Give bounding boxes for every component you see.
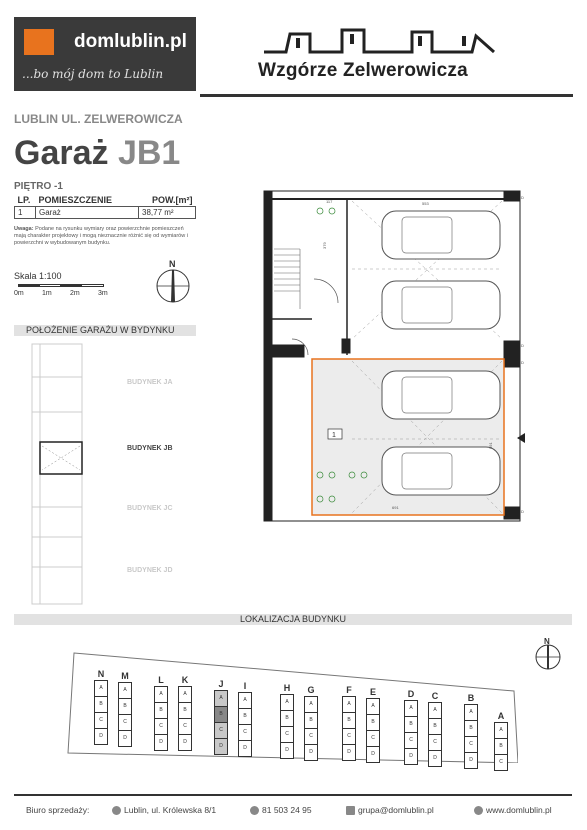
building-jd-label: BUDYNEK JD <box>127 567 173 574</box>
building-block-n <box>94 669 108 745</box>
block-section: D <box>464 752 478 769</box>
note: Uwaga: Podane na rysunku wymiary oraz powierzchnie pomieszczeń mają charakter projektowy i mogą nieznacznie różnić się od wymiarów i powierzchni w wybudowanym budynku. <box>14 226 188 246</box>
block-section: C <box>342 728 356 745</box>
building-section-diagram <box>30 342 90 608</box>
block-section: C <box>366 730 380 747</box>
block-section: B <box>280 710 294 727</box>
building-block-l <box>154 675 168 751</box>
block-section: D <box>154 734 168 751</box>
building-block-a <box>494 711 508 771</box>
svg-text:N: N <box>544 637 550 646</box>
page-title <box>14 134 180 173</box>
block-section: D <box>428 750 442 767</box>
section-position: POŁOŻENIE GARAŻU W BYDYNKU <box>14 325 196 336</box>
email-icon <box>346 806 355 815</box>
svg-text:D: D <box>521 509 524 514</box>
building-ja-label: BUDYNEK JA <box>127 379 173 386</box>
block-section: A <box>214 690 228 707</box>
svg-text:D: D <box>521 360 524 365</box>
block-section: D <box>214 738 228 755</box>
floor-label: PIĘTRO -1 <box>14 181 63 192</box>
block-section: D <box>118 730 132 747</box>
block-section: A <box>304 696 318 713</box>
location-pin-icon <box>112 806 121 815</box>
block-label: C <box>431 691 439 701</box>
logo-tagline: ...bo mój dom to Lublin <box>22 67 164 81</box>
block-section: A <box>154 686 168 703</box>
building-block-i <box>238 681 252 757</box>
title-code: JB1 <box>117 134 181 172</box>
block-section: A <box>404 700 418 717</box>
scale-label: Skala 1:100 <box>14 271 62 281</box>
col-area: POW.[m²] <box>152 195 193 205</box>
building-jc-label: BUDYNEK JC <box>127 505 173 512</box>
block-section: A <box>428 702 442 719</box>
block-section: B <box>178 702 192 719</box>
svg-text:117: 117 <box>326 199 333 204</box>
entrance-arrow-icon <box>516 432 526 444</box>
divider <box>200 94 573 97</box>
block-section: B <box>214 706 228 723</box>
block-label: H <box>283 683 291 693</box>
block-section: B <box>94 696 108 713</box>
block-section: D <box>342 744 356 761</box>
scale-ticks: 0m 1m 2m 3m <box>14 290 108 297</box>
block-label: I <box>243 681 247 691</box>
skyline-logo <box>262 22 502 56</box>
col-room: POMIESZCZENIE <box>38 195 113 205</box>
svg-text:D: D <box>521 195 524 200</box>
svg-text:N: N <box>169 259 176 269</box>
block-section: A <box>464 704 478 721</box>
block-section: C <box>428 734 442 751</box>
block-label: A <box>497 711 505 721</box>
footer-web[interactable]: www.domlublin.pl <box>474 805 552 815</box>
block-section: B <box>304 712 318 729</box>
block-section: A <box>342 696 356 713</box>
building-block-c <box>428 691 442 767</box>
building-block-e <box>366 687 380 763</box>
compass-icon <box>150 258 196 304</box>
block-section: B <box>366 714 380 731</box>
block-section: D <box>404 748 418 765</box>
address: LUBLIN UL. ZELWEROWICZA <box>14 112 183 126</box>
title-prefix: Garaż <box>14 134 109 172</box>
block-label: K <box>181 675 189 685</box>
room-number: 1 <box>332 432 336 439</box>
block-section: C <box>304 728 318 745</box>
rooms-table <box>14 194 196 219</box>
block-label: M <box>121 671 129 681</box>
block-section: D <box>366 746 380 763</box>
block-label: D <box>407 689 415 699</box>
footer-phone[interactable]: 81 503 24 95 <box>250 805 312 815</box>
table-row: 1 Garaż 38,77 m² <box>15 207 196 219</box>
block-section: C <box>94 712 108 729</box>
block-section: A <box>94 680 108 697</box>
building-block-g <box>304 685 318 761</box>
block-section: D <box>238 740 252 757</box>
block-section: A <box>280 694 294 711</box>
svg-text:379: 379 <box>322 242 327 249</box>
block-section: A <box>118 682 132 699</box>
block-section: A <box>366 698 380 715</box>
block-section: C <box>404 732 418 749</box>
block-label: L <box>158 675 164 685</box>
block-section: B <box>464 720 478 737</box>
block-label: F <box>346 685 352 695</box>
block-section: C <box>280 726 294 743</box>
svg-text:591: 591 <box>488 442 493 449</box>
block-section: A <box>238 692 252 709</box>
building-block-h <box>280 683 294 759</box>
building-jb-label: BUDYNEK JB <box>127 445 173 452</box>
house-icon <box>24 29 54 55</box>
footer-address: Lublin, ul. Królewska 8/1 <box>112 805 216 815</box>
footer-divider <box>14 794 572 796</box>
svg-text:553: 553 <box>422 201 429 206</box>
site-map <box>66 645 518 763</box>
block-section: B <box>342 712 356 729</box>
building-block-k <box>178 675 192 751</box>
block-section: B <box>494 738 508 755</box>
section-localization: LOKALIZACJA BUDYNKU <box>14 614 572 625</box>
block-section: C <box>154 718 168 735</box>
footer-email[interactable]: grupa@domlublin.pl <box>346 805 434 815</box>
building-block-m <box>118 671 132 747</box>
block-section: A <box>494 722 508 739</box>
building-block-b <box>464 693 478 769</box>
block-section: B <box>428 718 442 735</box>
block-section: C <box>214 722 228 739</box>
building-block-j <box>214 679 228 755</box>
floor-plan <box>252 189 528 523</box>
block-label: N <box>97 669 105 679</box>
building-block-d <box>404 689 418 765</box>
footer-label: Biuro sprzedaży: <box>26 805 90 815</box>
block-section: B <box>154 702 168 719</box>
block-section: B <box>238 708 252 725</box>
col-lp: LP. <box>17 195 31 205</box>
svg-text:D: D <box>521 343 524 348</box>
building-block-f <box>342 685 356 761</box>
block-label: B <box>467 693 475 703</box>
block-section: D <box>178 734 192 751</box>
block-section: C <box>178 718 192 735</box>
phone-icon <box>250 806 259 815</box>
block-section: B <box>118 698 132 715</box>
block-section: D <box>304 744 318 761</box>
block-label: J <box>218 679 224 689</box>
svg-text:691: 691 <box>392 505 399 510</box>
block-section: A <box>178 686 192 703</box>
block-section: B <box>404 716 418 733</box>
logo-name: domlublin.pl <box>74 31 187 52</box>
block-label: G <box>307 685 315 695</box>
block-section: C <box>494 754 508 771</box>
scale-bar <box>18 284 102 287</box>
block-section: C <box>118 714 132 731</box>
block-section: D <box>94 728 108 745</box>
block-section: C <box>464 736 478 753</box>
block-section: D <box>280 742 294 759</box>
block-label: E <box>369 687 376 697</box>
logo <box>14 17 196 91</box>
site-compass-icon <box>532 636 566 672</box>
block-section: C <box>238 724 252 741</box>
brand-title: Wzgórze Zelwerowicza <box>258 60 468 81</box>
globe-icon <box>474 806 483 815</box>
